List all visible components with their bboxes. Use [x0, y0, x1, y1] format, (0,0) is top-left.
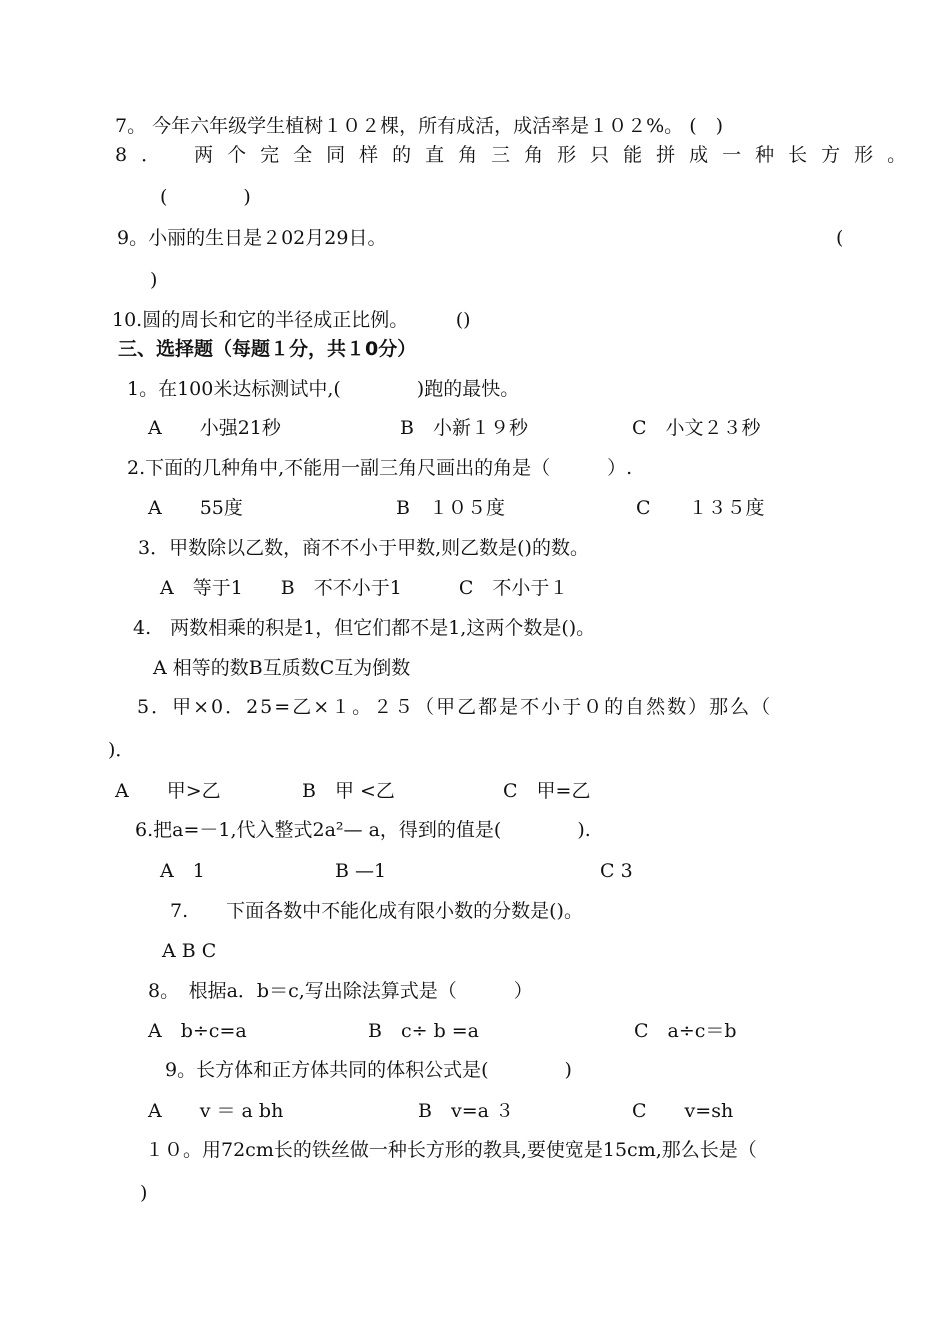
question-stem-continued: )． [108, 739, 135, 761]
option: C a÷c＝b [634, 1020, 737, 1042]
option: A 相等的数B互质数C互为倒数 [153, 657, 411, 679]
option: C １３５度 [636, 497, 765, 519]
option: A v ＝ a bh [148, 1100, 284, 1122]
option: B —1 [335, 860, 387, 882]
question-stem: 8。 根据a．b＝c,写出除法算式是（ ） [148, 980, 533, 1002]
question-stem: 1。在100米达标测试中,( )跑的最快。 [127, 378, 520, 400]
question-stem: 9。长方体和正方体共同的体积公式是( ) [165, 1059, 572, 1081]
section-title: 三、选择题（每题１分，共１0分） [118, 338, 417, 360]
question-stem: 2.下面的几种角中,不能用一副三角尺画出的角是（ ）. [127, 457, 633, 479]
question-stem: １０。用72cm长的铁丝做一种长方形的教具,要使宽是15cm,那么长是（ [145, 1139, 757, 1161]
option: B 小新１９秒 [400, 417, 528, 439]
option: A b÷c=a [148, 1020, 247, 1042]
option: A 小强21秒 [148, 417, 281, 439]
question-stem: 5．甲×0．25=乙×１。２５（甲乙都是不小于０的自然数）那么（ [137, 696, 773, 718]
option: C v=sh [632, 1100, 734, 1122]
question-stem: 7. 下面各数中不能化成有限小数的分数是()。 [170, 900, 583, 922]
judge-q8: 8． 两个完全同样的直角三角形只能拼成一种长方形。 [115, 144, 921, 166]
option: B 甲 <乙 [302, 780, 395, 802]
option: C 小文２３秒 [632, 417, 761, 439]
option: A 55度 [148, 497, 243, 519]
judge-q8-paren: ( ) [160, 186, 251, 208]
judge-q10: 10.圆的周长和它的半径成正比例。 () [112, 309, 471, 331]
option: B １０５度 [396, 497, 505, 519]
question-stem: 3．甲数除以乙数，商不不小于甲数,则乙数是()的数。 [138, 537, 589, 559]
question-stem: 6.把a=－1,代入整式2a²— a，得到的值是( ). [135, 819, 591, 841]
question-stem: 4. 两数相乘的积是1，但它们都不是1,这两个数是()。 [133, 617, 596, 639]
judge-q9: 9。小丽的生日是２02月29日。 [117, 227, 387, 249]
option: C 3 [600, 860, 633, 882]
option: C 甲=乙 [503, 780, 591, 802]
option: A 等于1 B 不不小于1 C 不小于１ [160, 577, 569, 599]
option: B c÷ b =a [368, 1020, 480, 1042]
option: A 1 [160, 860, 205, 882]
judge-q7: 7。 今年六年级学生植树１０２棵，所有成活，成活率是１０２%。 ( ) [115, 115, 724, 137]
judge-q9-paren-open: ( [836, 227, 844, 249]
option: A B C [162, 940, 217, 962]
option: A 甲>乙 [115, 780, 221, 802]
judge-q9-paren-close: ) [150, 269, 158, 291]
option: B v=a ３ [418, 1100, 514, 1122]
question-stem-continued: ) [140, 1182, 148, 1204]
